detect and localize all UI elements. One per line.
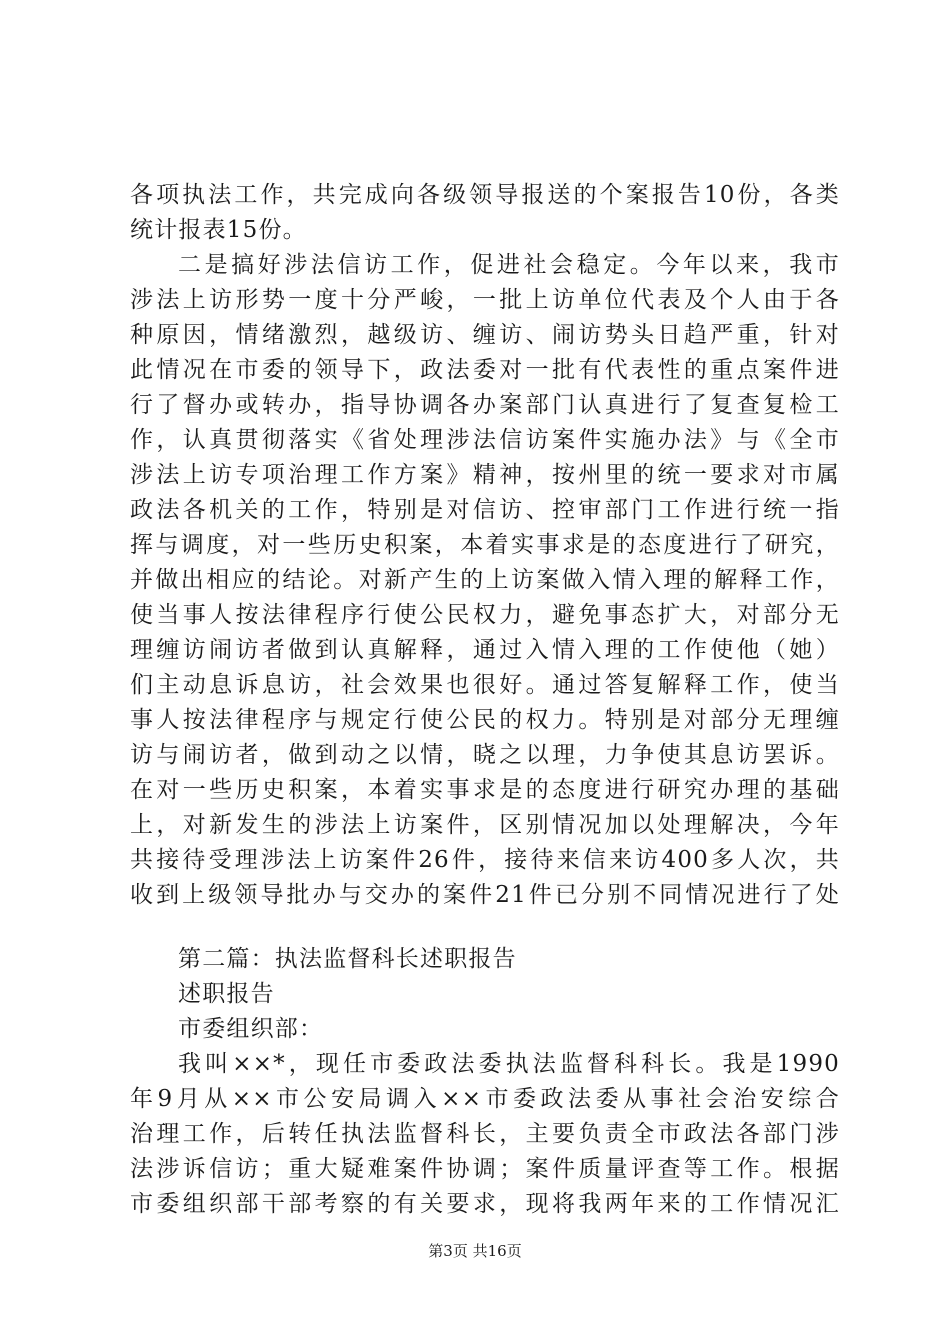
- body-text-line: 政法各机关的工作，特别是对信访、控审部门工作进行统一指: [130, 497, 840, 523]
- body-text-line: 年9月从××市公安局调入××市委政法委从事社会治安综合: [130, 1086, 840, 1112]
- body-text-line: 在对一些历史积案，本着实事求是的态度进行研究办理的基础: [130, 777, 840, 803]
- paragraph-start-line: 二是搞好涉法信访工作，促进社会稳定。今年以来，我市: [178, 252, 840, 278]
- page-footer: 第3页 共16页: [428, 1242, 522, 1260]
- body-text-line: 事人按法律程序与规定行使公民的权力。特别是对部分无理缠: [130, 707, 840, 733]
- body-text-line: 使当事人按法律程序行使公民权力，避免事态扩大，对部分无: [130, 602, 840, 628]
- body-text-line: 理缠访闹访者做到认真解释，通过入情入理的工作使他（她）: [130, 637, 840, 663]
- body-text-line: 各项执法工作，共完成向各级领导报送的个案报告10份，各类: [130, 182, 840, 208]
- report-title: 述职报告: [178, 981, 275, 1007]
- body-text-line: 种原因，情绪激烈，越级访、缠访、闹访势头日趋严重，针对: [130, 322, 840, 348]
- body-text-line: 上，对新发生的涉法上访案件，区别情况加以处理解决，今年: [130, 812, 840, 838]
- body-text-line: 收到上级领导批办与交办的案件21件已分别不同情况进行了处: [130, 882, 840, 908]
- body-text-line: 市委组织部干部考察的有关要求，现将我两年来的工作情况汇: [130, 1191, 840, 1217]
- body-text-line: 涉法上访形势一度十分严峻，一批上访单位代表及个人由于各: [130, 287, 840, 313]
- body-text-line: 涉法上访专项治理工作方案》精神，按州里的统一要求对市属: [130, 462, 840, 488]
- body-text-line: 法涉诉信访；重大疑难案件协调；案件质量评查等工作。根据: [130, 1156, 840, 1182]
- body-text-line: 挥与调度，对一些历史积案，本着实事求是的态度进行了研究，: [130, 532, 840, 558]
- addressee: 市委组织部：: [178, 1016, 324, 1042]
- body-text-line: 行了督办或转办，指导协调各办案部门认真进行了复查复检工: [130, 392, 840, 418]
- body-text-line: 们主动息诉息访，社会效果也很好。通过答复解释工作，使当: [130, 672, 840, 698]
- body-text-line: 作，认真贯彻落实《省处理涉法信访案件实施办法》与《全市: [130, 427, 840, 453]
- body-text-line: 治理工作，后转任执法监督科长，主要负责全市政法各部门涉: [130, 1121, 840, 1147]
- body-text-line: 此情况在市委的领导下，政法委对一批有代表性的重点案件进: [130, 357, 840, 383]
- body-text-line: 共接待受理涉法上访案件26件，接待来信来访400多人次，共: [130, 847, 840, 873]
- body-text-line: 并做出相应的结论。对新产生的上访案做入情入理的解释工作，: [130, 567, 840, 593]
- paragraph-start-line: 我叫××*，现任市委政法委执法监督科科长。我是1990: [178, 1051, 840, 1077]
- section-heading: 第二篇：执法监督科长述职报告: [178, 946, 517, 972]
- body-text-line: 统计报表15份。: [130, 217, 307, 243]
- body-text-line: 访与闹访者，做到动之以情，晓之以理，力争使其息访罢诉。: [130, 742, 840, 768]
